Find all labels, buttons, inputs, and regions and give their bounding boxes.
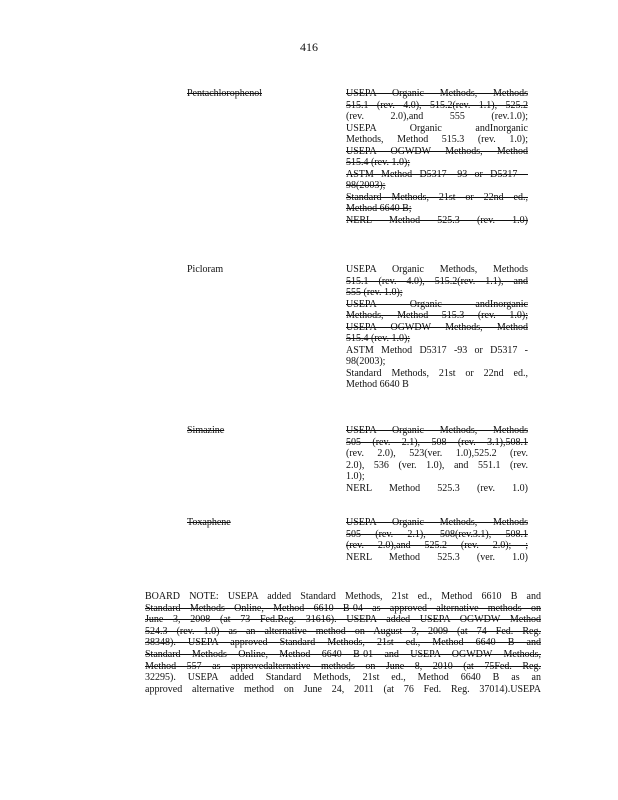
chemical-name-picloram bbox=[187, 264, 223, 276]
chemical-label: Simazine bbox=[187, 425, 225, 436]
method-line: 505 (rev. 2.1), 508(rev.3.1), 508.1 bbox=[346, 528, 528, 540]
board-note-line: June 3, 2008 (at 73 Fed.Reg. 31616). USEPA added USEPA OGWDW Method bbox=[145, 614, 541, 626]
chemical-label: Pentachlorophenol bbox=[187, 88, 262, 99]
board-note-line: Standard Methods Online, Method 6640 B-01 and USEPA OGWDW Methods, bbox=[145, 648, 541, 660]
method-list-toxaphene bbox=[346, 517, 528, 563]
method-line: NERL Method 525.3 (rev. 1.0) bbox=[346, 482, 528, 494]
method-line: USEPA Organic Methods, Methods bbox=[346, 264, 528, 275]
method-line: NERL Method 525.3 (ver. 1.0) bbox=[346, 551, 528, 563]
board-note-line: BOARD NOTE: USEPA added Standard Methods, 21st ed., Method 6610 B and bbox=[145, 591, 541, 602]
board-note-line: 38348). USEPA approved Standard Methods, 21st ed., Method 6640 B and bbox=[145, 637, 541, 649]
method-line: 555 (rev. 1.0); bbox=[346, 287, 403, 298]
board-note-line: Method 557 as approvedalternative methods on June 8, 2010 (at 75Fed. Reg. bbox=[145, 660, 541, 672]
board-note-line: 32295). USEPA added Standard Methods, 21st ed., Method 6640 B as an bbox=[145, 672, 541, 684]
chemical-name-simazine bbox=[187, 425, 224, 437]
method-line: ASTM Method D5317 -93 or D5317 - bbox=[346, 168, 528, 180]
method-line: USEPA Organic Methods, Methods bbox=[346, 517, 528, 528]
board-note-line: approved alternative method on June 24, 2011 (at 76 Fed. Reg. 37014).USEPA bbox=[145, 683, 541, 695]
chemical-name-toxaphene bbox=[187, 517, 231, 529]
method-list-pentachlorophenol bbox=[346, 88, 528, 226]
chemical-name-pentachlorophenol bbox=[187, 88, 262, 100]
method-list-picloram bbox=[346, 264, 528, 391]
method-line: 515.1 (rev. 4.0), 515.2(rev. 1.1), and bbox=[346, 275, 528, 287]
method-line: Methods, Method 515.3 (rev. 1.0); bbox=[346, 134, 528, 145]
method-line: 98(2003); bbox=[346, 180, 386, 191]
method-line: 515.4 (rev. 1.0); bbox=[346, 333, 411, 344]
method-line: ASTM Method D5317 -93 or D5317 - bbox=[346, 344, 528, 356]
method-line: Method 6640 B bbox=[346, 379, 409, 390]
method-line: Standard Methods, 21st or 22nd ed., bbox=[346, 367, 528, 379]
method-line: (rev. 2.0),and 525.2 (rev. 2.0); ; bbox=[346, 540, 528, 551]
page-number: 416 bbox=[300, 40, 318, 54]
method-line: NERL Method 525.3 (rev. 1.0) bbox=[346, 214, 528, 226]
method-line: 2.0), 536 (ver. 1.0), and 551.1 (rev. bbox=[346, 459, 528, 471]
method-line: USEPA Organic andInorganic bbox=[346, 298, 528, 310]
method-line: USEPA Organic andInorganic bbox=[346, 122, 528, 134]
method-list-simazine bbox=[346, 425, 528, 494]
method-line: USEPA Organic Methods, Methods bbox=[346, 425, 528, 436]
method-line: USEPA Organic Methods, Methods bbox=[346, 88, 528, 99]
method-line: USEPA OGWDW Methods, Method bbox=[346, 321, 528, 333]
chemical-label: Picloram bbox=[187, 264, 224, 275]
board-note bbox=[145, 591, 541, 695]
method-line: (rev. 2.0),and 555 (rev.1.0); bbox=[346, 111, 528, 122]
chemical-label: Toxaphene bbox=[187, 517, 231, 528]
board-note-line: 524.3 (rev. 1.0) as an alternative method on August 3, 2009 (at 74 Fed. Reg. bbox=[145, 625, 541, 637]
method-line: 515.4 (rev. 1.0); bbox=[346, 157, 411, 168]
method-line: 98(2003); bbox=[346, 356, 386, 367]
method-line: Standard Methods, 21st or 22nd ed., bbox=[346, 191, 528, 203]
method-line: 1.0); bbox=[346, 471, 365, 482]
method-line: Method 6640 B; bbox=[346, 203, 412, 214]
method-line: 515.1 (rev. 4.0), 515.2(rev. 1.1), 525.2 bbox=[346, 99, 528, 111]
method-line: 505 (rev. 2.1), 508 (rev. 3.1),508.1 bbox=[346, 436, 528, 448]
method-line: (rev. 2.0), 523(ver. 1.0),525.2 (rev. bbox=[346, 448, 528, 459]
board-note-line: Standard Methods Online, Method 6610 B-04 as approved alternative methods on bbox=[145, 602, 541, 614]
method-line: Methods, Method 515.3 (rev. 1.0); bbox=[346, 310, 528, 321]
method-line: USEPA OGWDW Methods, Method bbox=[346, 145, 528, 157]
